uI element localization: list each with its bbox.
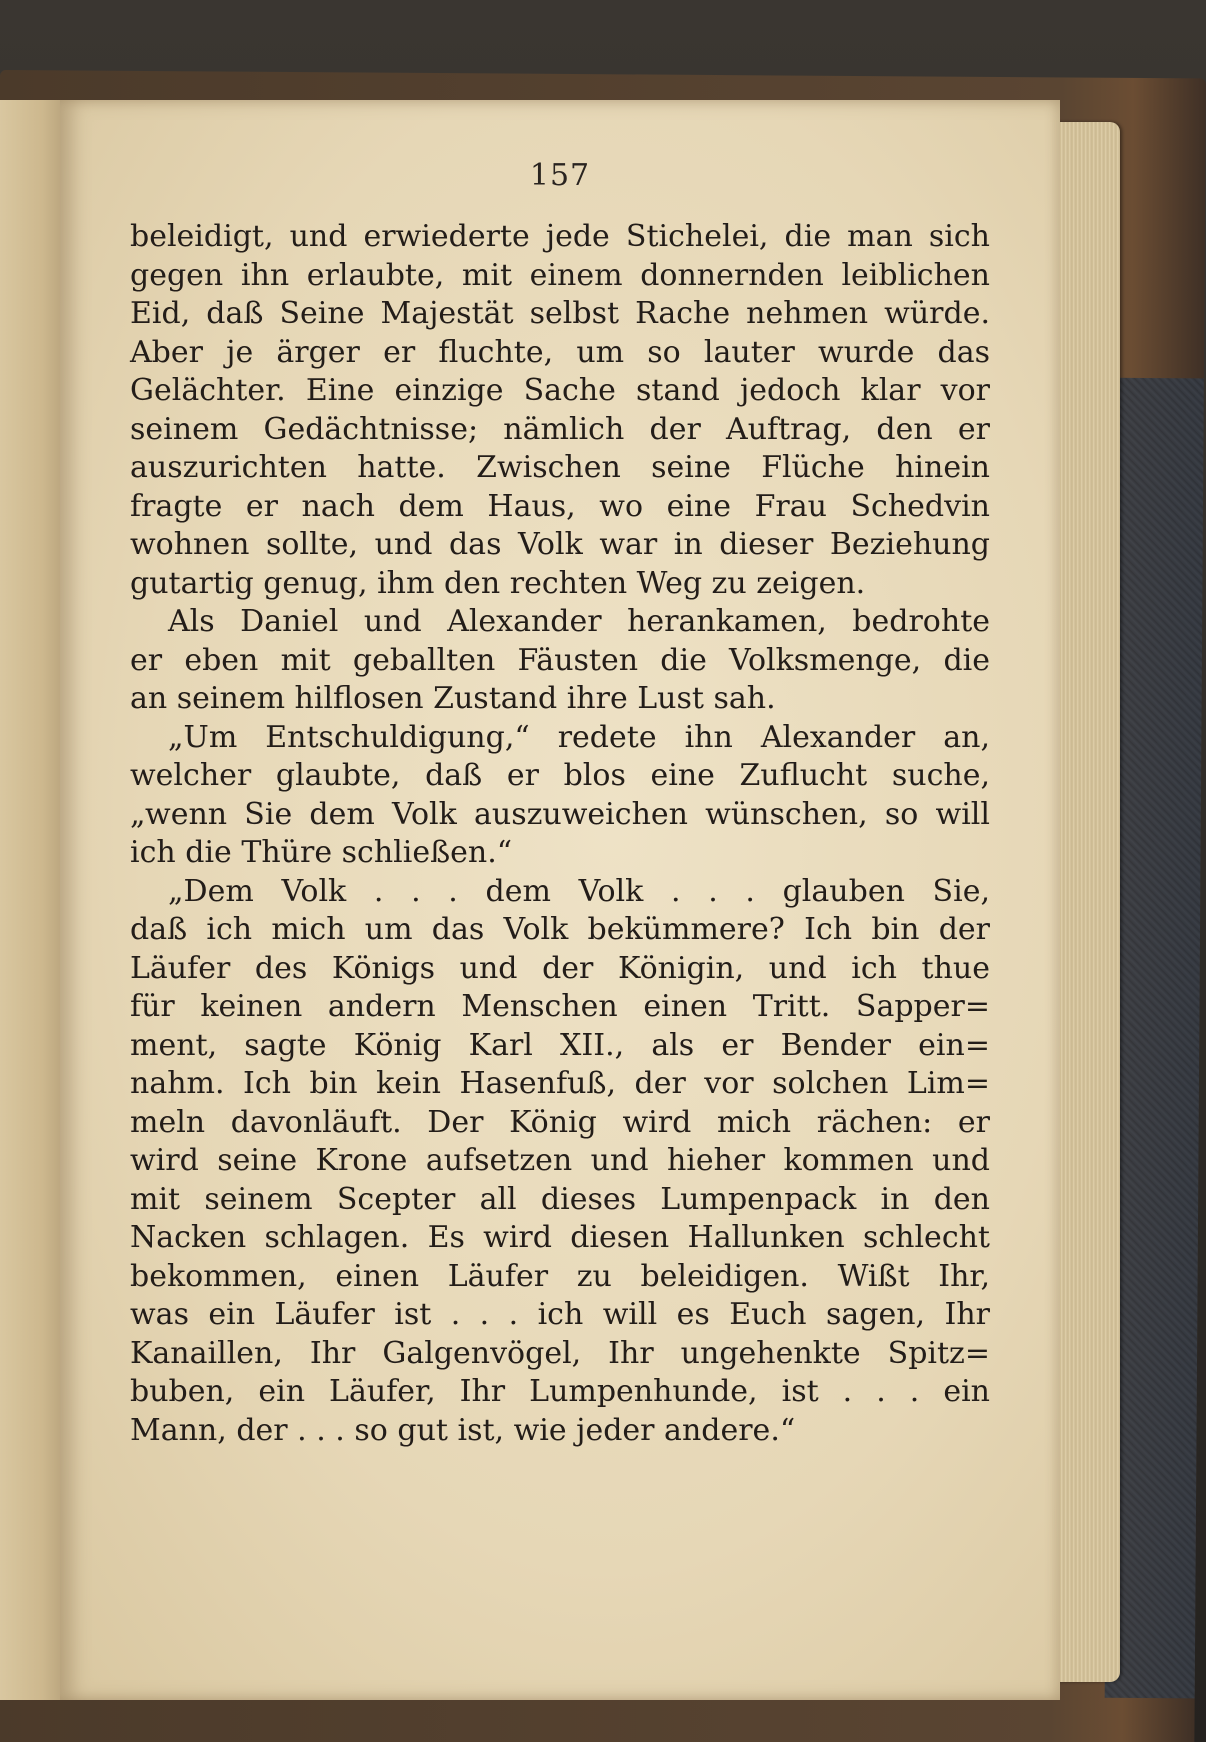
text-line: an seinem hilflosen Zustand ihre Lust sah.	[130, 681, 776, 716]
text-line: gutartig genug, ihm den rechten Weg zu zeigen.	[130, 565, 866, 601]
text-line: fragte er nach dem Haus, wo eine Frau Schedvin	[130, 488, 990, 524]
text-line: ment, sagte König Karl XII., als er Bender ein=	[130, 1027, 990, 1063]
text-line: meln davonläuft. Der König wird mich rächen: er	[130, 1104, 990, 1140]
page-number: 157	[529, 158, 591, 193]
text-line: mit seinem Scepter all dieses Lumpenpack in den	[130, 1181, 990, 1217]
text-line: wohnen sollte, und das Volk war in dieser Beziehung	[130, 527, 990, 562]
text-line: nahm. Ich bin kein Hasenfuß, der vor solchen Lim=	[130, 1066, 990, 1101]
text-line: ich die Thüre schließen.“	[130, 835, 513, 870]
text-line: seinem Gedächtnisse; nämlich der Auftrag, den er	[130, 411, 990, 447]
text-line: Als Daniel und Alexander herankamen, bedrohte	[168, 604, 990, 639]
body-text	[130, 218, 990, 1450]
text-line: Gelächter. Eine einzige Sache stand jedoch klar vor	[130, 373, 990, 408]
text-line: was ein Läufer ist . . . ich will es Euch sagen, Ihr	[130, 1297, 990, 1332]
text-line: Läufer des Königs und der Königin, und ich thue	[130, 950, 990, 986]
text-line: gegen ihn erlaubte, mit einem donnernden leiblichen	[130, 257, 990, 293]
text-line: Nacken schlagen. Es wird diesen Hallunken schlecht	[130, 1220, 990, 1255]
book-page	[60, 100, 1060, 1700]
text-line: Eid, daß Seine Majestät selbst Rache nehmen würde.	[130, 296, 990, 331]
text-line: „wenn Sie dem Volk auszuweichen wünschen, so will	[130, 796, 990, 832]
text-line: buben, ein Läufer, Ihr Lumpenhunde, ist . . . ein	[130, 1374, 990, 1409]
text-line: „Dem Volk . . . dem Volk . . . glauben Sie,	[168, 873, 990, 909]
page-block-edges	[1050, 122, 1120, 1682]
text-line: Mann, der . . . so gut ist, wie jeder andere.“	[130, 1412, 796, 1448]
text-line: welcher glaubte, daß er blos eine Zuflucht suche,	[130, 758, 990, 793]
text-line: Kanaillen, Ihr Galgenvögel, Ihr ungehenkte Spitz=	[130, 1335, 990, 1371]
text-line: bekommen, einen Läufer zu beleidigen. Wißt Ihr,	[130, 1258, 990, 1294]
text-line: beleidigt, und erwiederte jede Stichelei, die man sich	[130, 219, 990, 254]
text-line: er eben mit geballten Fäusten die Volksmenge, die	[130, 642, 990, 678]
text-line: wird seine Krone aufsetzen und hieher kommen und	[130, 1143, 990, 1178]
text-line: daß ich mich um das Volk bekümmere? Ich bin der	[130, 912, 990, 947]
text-line: für keinen andern Menschen einen Tritt. Sapper=	[130, 989, 990, 1024]
text-line: auszurichten hatte. Zwischen seine Flüche hinein	[130, 450, 990, 485]
text-line: Aber je ärger er fluchte, um so lauter wurde das	[130, 334, 990, 370]
text-line: „Um Entschuldigung,“ redete ihn Alexander an,	[168, 719, 990, 755]
